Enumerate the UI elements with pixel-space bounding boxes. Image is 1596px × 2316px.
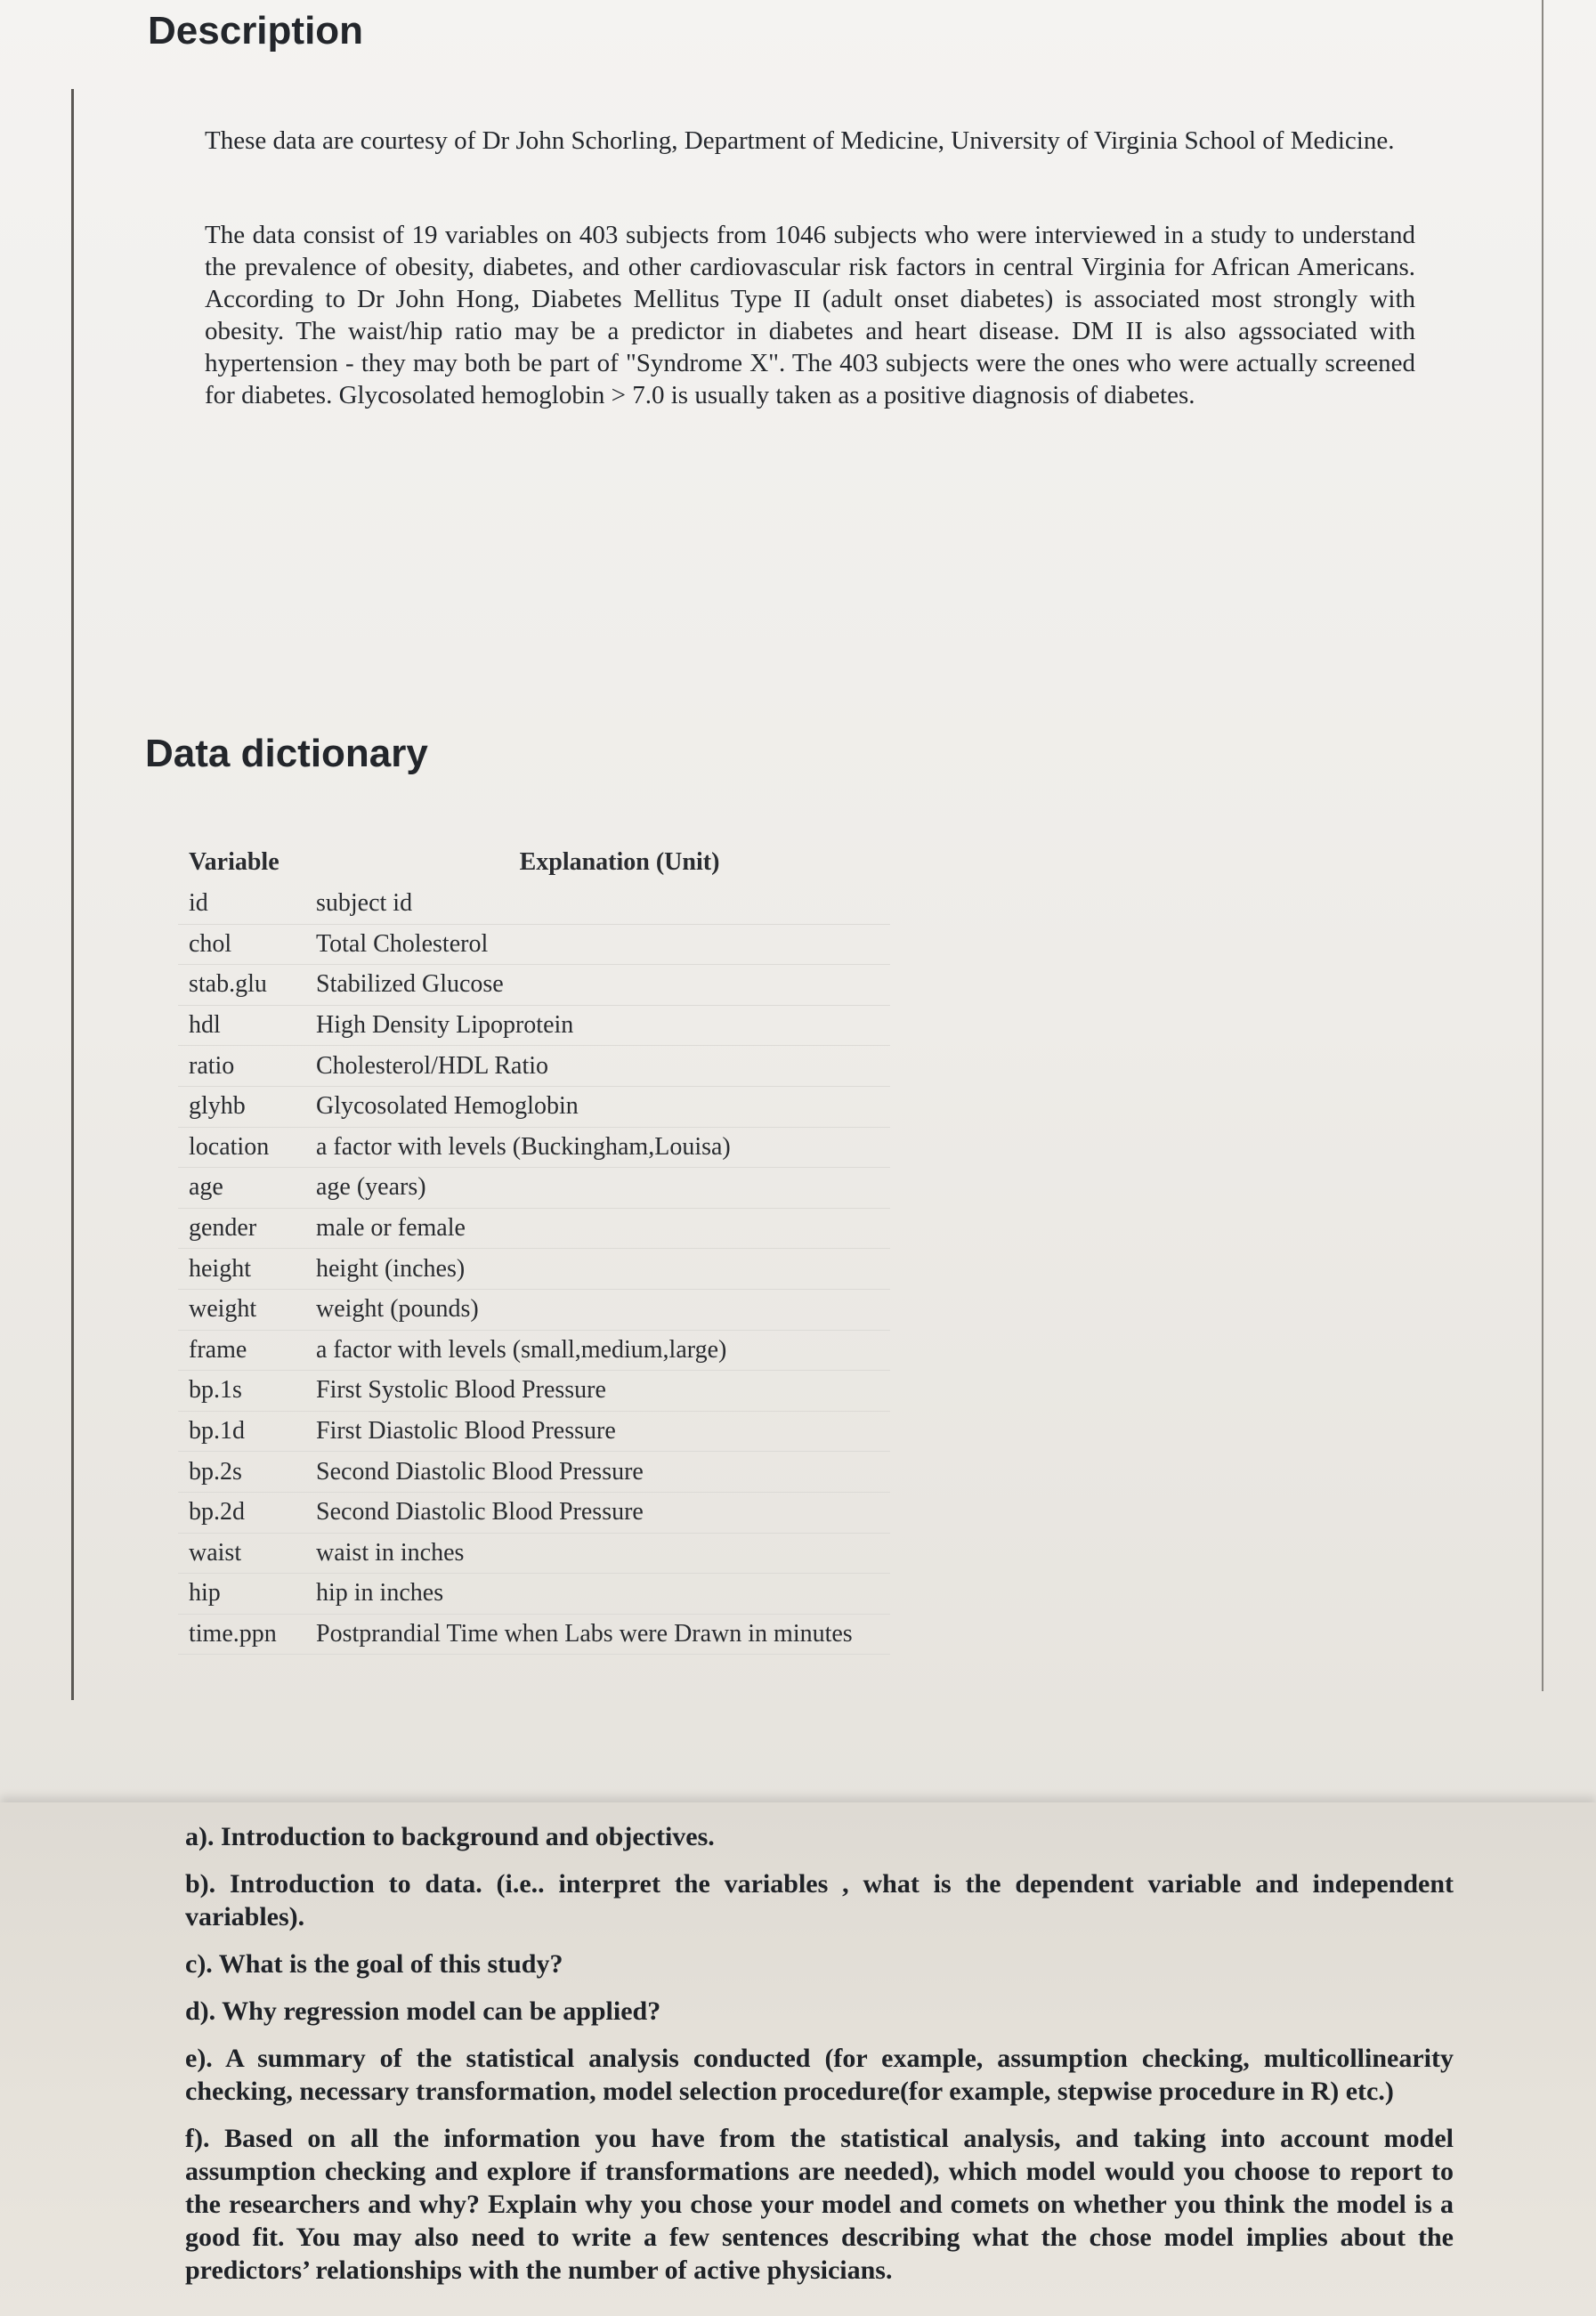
question-item: c). What is the goal of this study? — [185, 1949, 563, 1979]
explanation-cell: age (years) — [314, 1168, 890, 1209]
column-header-explanation: Explanation (Unit) — [519, 848, 720, 876]
explanation-cell: Total Cholesterol — [314, 924, 890, 965]
explanation-cell: weight (pounds) — [314, 1289, 890, 1330]
explanation-cell: hip in inches — [314, 1574, 890, 1615]
explanation-cell: Glycosolated Hemoglobin — [314, 1086, 890, 1127]
table-row — [178, 1371, 890, 1412]
description-paragraph-1: These data are courtesy of Dr John Schorling, Department of Medicine, University of Virginia School of Medicine. — [205, 126, 1395, 155]
table-row — [178, 965, 890, 1006]
explanation-cell: subject id — [314, 884, 890, 924]
variable-cell: gender — [178, 1208, 314, 1249]
question-item: f). Based on all the information you have from the statistical analysis, and taking into account model assumption checking and explore if transformations are needed), which model would you choose to report to the researchers and why? Explain why you chose your model and comets on whether you think the model is a good fit. You may also need to write a few sentences describing what the chose model implies about the predictors’ relationships with the number of active physicians. — [185, 2124, 1454, 2285]
variable-cell: age — [178, 1168, 314, 1209]
variable-cell: bp.2d — [178, 1492, 314, 1533]
variable-cell: hip — [178, 1574, 314, 1615]
variable-cell: height — [178, 1249, 314, 1290]
explanation-cell: High Density Lipoprotein — [314, 1005, 890, 1046]
table-row — [178, 1492, 890, 1533]
explanation-cell: Cholesterol/HDL Ratio — [314, 1046, 890, 1087]
variable-cell: location — [178, 1127, 314, 1168]
explanation-cell: waist in inches — [314, 1533, 890, 1574]
explanation-cell: height (inches) — [314, 1249, 890, 1290]
explanation-cell: a factor with levels (Buckingham,Louisa) — [314, 1127, 890, 1168]
table-row — [178, 884, 890, 924]
explanation-cell: Postprandial Time when Labs were Drawn in minutes — [314, 1614, 890, 1655]
table-row — [178, 1533, 890, 1574]
variable-cell: weight — [178, 1289, 314, 1330]
table-row — [178, 1614, 890, 1655]
variable-cell: chol — [178, 924, 314, 965]
explanation-cell: male or female — [314, 1208, 890, 1249]
explanation-cell: Stabilized Glucose — [314, 965, 890, 1006]
data-dictionary-table — [178, 841, 890, 1655]
description-heading: Description — [148, 9, 364, 53]
variable-cell: frame — [178, 1330, 314, 1371]
assignment-questions — [185, 1820, 1454, 2301]
table-row — [178, 1208, 890, 1249]
column-header-variable: Variable — [189, 848, 280, 876]
explanation-cell: a factor with levels (small,medium,large) — [314, 1330, 890, 1371]
question-item: b). Introduction to data. (i.e.. interpret the variables , what is the dependent variable and independent variables). — [185, 1869, 1454, 1931]
explanation-cell: First Systolic Blood Pressure — [314, 1371, 890, 1412]
table-header-row — [178, 841, 890, 884]
table-row — [178, 1289, 890, 1330]
question-item: d). Why regression model can be applied? — [185, 1996, 661, 2026]
left-fold-line — [71, 89, 74, 1700]
variable-cell: bp.2s — [178, 1452, 314, 1493]
table-row — [178, 1046, 890, 1087]
explanation-cell: Second Diastolic Blood Pressure — [314, 1492, 890, 1533]
table-row — [178, 1249, 890, 1290]
variable-cell: stab.glu — [178, 965, 314, 1006]
explanation-cell: Second Diastolic Blood Pressure — [314, 1452, 890, 1493]
table-row — [178, 1127, 890, 1168]
right-fold-line — [1542, 0, 1543, 1691]
table-row — [178, 1574, 890, 1615]
table-row — [178, 1168, 890, 1209]
table-row — [178, 1452, 890, 1493]
question-item: a). Introduction to background and objectives. — [185, 1822, 715, 1851]
table-row — [178, 924, 890, 965]
variable-cell: id — [178, 884, 314, 924]
variable-cell: bp.1s — [178, 1371, 314, 1412]
explanation-cell: First Diastolic Blood Pressure — [314, 1411, 890, 1452]
description-paragraph-2: The data consist of 19 variables on 403 subjects from 1046 subjects who were interviewed in a study to understand the prevalence of obesity, diabetes, and other cardiovascular risk factors in central Virginia for African Americans. According to Dr John Hong, Diabetes Mellitus Type II (adult onset diabetes) is associated most strongly with obesity. The waist/hip ratio may be a predictor in diabetes and heart disease. DM II is also agssociated with hypertension - they may both be part of "Syndrome X". The 403 subjects were the ones who were actually screened for diabetes. Glycosolated hemoglobin > 7.0 is usually taken as a positive diagnosis of diabetes. — [205, 221, 1415, 409]
table-body — [178, 884, 890, 1655]
variable-cell: time.ppn — [178, 1614, 314, 1655]
table-row — [178, 1330, 890, 1371]
variable-cell: waist — [178, 1533, 314, 1574]
question-item: e). A summary of the statistical analysis conducted (for example, assumption checking, multicollinearity checking, necessary transformation, model selection procedure(for example, stepwise procedure in R) etc.) — [185, 2044, 1454, 2106]
table-row — [178, 1005, 890, 1046]
variable-cell: bp.1d — [178, 1411, 314, 1452]
variable-cell: hdl — [178, 1005, 314, 1046]
data-dictionary-heading: Data dictionary — [145, 732, 428, 775]
table-row — [178, 1411, 890, 1452]
variable-cell: ratio — [178, 1046, 314, 1087]
table-row — [178, 1086, 890, 1127]
variable-cell: glyhb — [178, 1086, 314, 1127]
